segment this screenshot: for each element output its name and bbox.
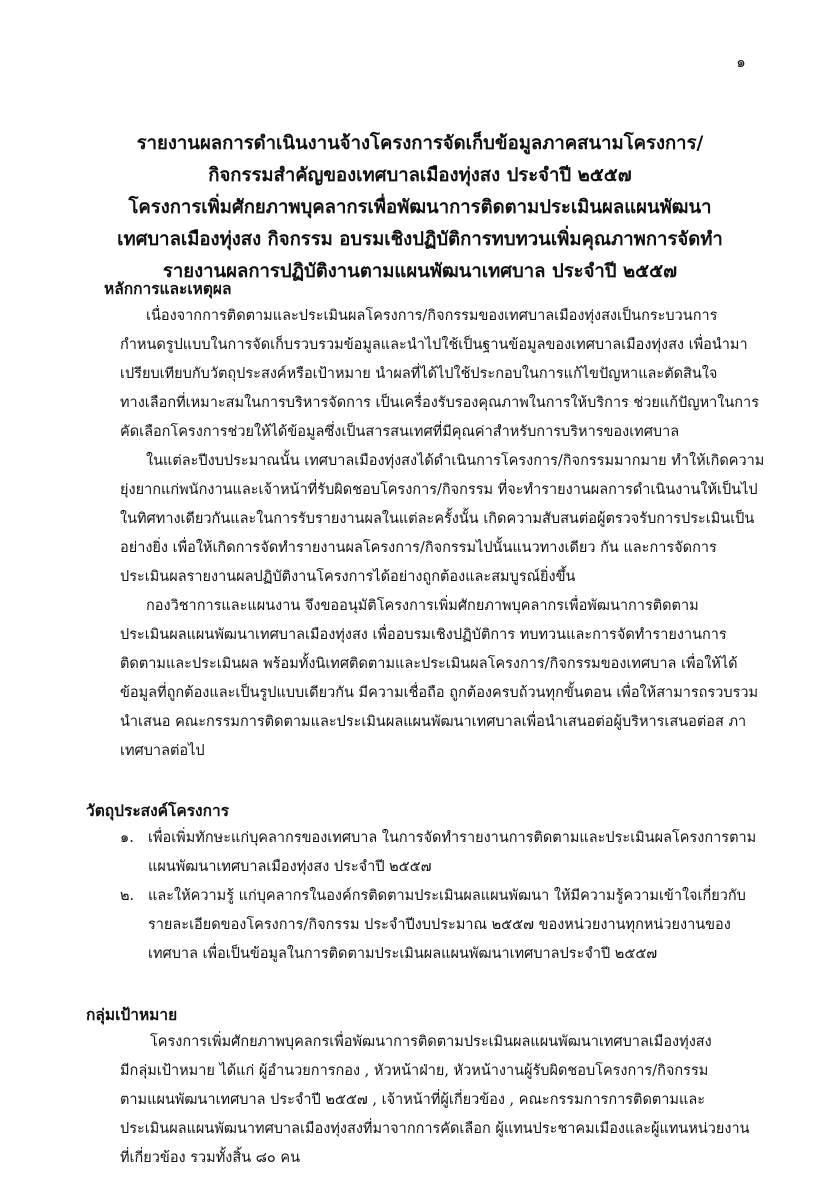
title-line: รายงานผลการปฏิบัติงานตามแผนพัฒนาเทศบาล ประจำปี ๒๕๕๗ [162, 261, 678, 282]
paragraph-line: ติดตามและประเมินผล พร้อมทั้งนิเทศติดตามและประเมินผลโครงการ/กิจกรรมของเทศบาล เพื่อให้ได้ [120, 656, 738, 672]
paragraph-line: ในทิศทางเดียวกันและในการรับรายงานผลในแต่ละครั้งนั้น เกิดความสับสนต่อผู้ตรวจรับการประเมินเป็น [120, 511, 755, 527]
section-heading-objectives: วัตถุประสงค์โครงการ [86, 801, 230, 820]
paragraph-line: เทศบาลต่อไป [120, 743, 205, 759]
objective-line: เทศบาล เพื่อเป็นข้อมูลในการติดตามประเมินผลแผนพัฒนาเทศบาลประจำปี ๒๕๕๗ [148, 946, 658, 962]
objective-line: และให้ความรู้ แก่บุคลากรในองค์กรติดตามประเมินผลแผนพัฒนา ให้มีความรู้ความเข้าใจเกี่ยวกับ [148, 888, 746, 904]
objective-line: แผนพัฒนาเทศบาลเมืองทุ่งสง ประจำปี ๒๕๕๗ [148, 859, 432, 875]
paragraph-line: ยุ่งยากแก่พนักงานและเจ้าหน้าที่รับผิดชอบโครงการ/กิจกรรม ที่จะทำรายงานผลการดำเนินงานให้เป็นไป [120, 482, 758, 498]
paragraph-line: ประเมินผลรายงานผลปฏิบัติงานโครงการได้อย่างถูกต้องและสมบูรณ์ยิ่งขึ้น [120, 569, 576, 585]
paragraph-line: เนื่องจากการติดตามและประเมินผลโครงการ/กิจกรรมของเทศบาลเมืองทุ่งสงเป็นกระบวนการ [146, 308, 718, 324]
paragraph-line: อย่างยิ่ง เพื่อให้เกิดการจัดทำรายงานผลโครงการ/กิจกรรมไปนั้นแนวทางเดียว กัน และการจัดการ [120, 540, 717, 556]
paragraph-line: ในแต่ละปีงบประมาณนั้น เทศบาลเมืองทุ่งสงได้ดำเนินการโครงการ/กิจกรรมมากมาย ทำให้เกิดความ [146, 453, 765, 469]
section-heading-target: กลุ่มเป้าหมาย [86, 1005, 178, 1024]
section-heading-principles: หลักการและเหตุผล [104, 279, 232, 298]
paragraph-line: มีกลุ่มเป้าหมาย ได้แก่ ผู้อำนวยการกอง , หัวหน้าฝ่าย, หัวหน้างานผู้รับผิดชอบโครงการ/กิจกรรม [120, 1063, 709, 1079]
objective-line: รายละเอียดของโครงการ/กิจกรรม ประจำปีงบประมาณ ๒๕๕๗ ของหน่วยงานทุกหน่วยงานของ [148, 917, 731, 933]
paragraph-line: ที่เกี่ยวข้อง รวมทั้งสิ้น ๘๐ คน [120, 1150, 300, 1166]
paragraph-line: นำเสนอ คณะกรรมการติดตามและประเมินผลแผนพัฒนาเทศบาลเพื่อนำเสนอต่อผู้บริหารเสนอต่อส ภา [120, 714, 747, 730]
paragraph-line: กองวิชาการและแผนงาน จึงขออนุมัติโครงการเพิ่มศักยภาพบุคลากรเพื่อพัฒนาการติดตาม [146, 598, 699, 614]
title-line: รายงานผลการดำเนินงานจ้างโครงการจัดเก็บข้อมูลภาคสนามโครงการ/ [136, 133, 704, 154]
objective-number: ๑. [120, 830, 134, 846]
objective-number: ๒. [120, 888, 135, 904]
paragraph-line: ทางเลือกที่เหมาะสมในการบริหารจัดการ เป็นเครื่องรับรองคุณภาพในการให้บริการ ช่วยแก้ปัญหาในการ [120, 395, 759, 411]
paragraph-line: ตามแผนพัฒนาเทศบาล ประจำปี ๒๕๕๗ , เจ้าหน้าที่ผู้เกี่ยวข้อง , คณะกรรมการการติดตามและ [120, 1092, 706, 1108]
paragraph-line: ข้อมูลที่ถูกต้องและเป็นรูปแบบเดียวกัน มีความเชื่อถือ ถูกต้องครบถ้วนทุกขั้นตอน เพื่อให้สามารถรวบรวม [120, 685, 759, 701]
paragraph-line: โครงการเพิ่มศักยภาพบุคลกรเพื่อพัฒนาการติดตามประเมินผลแผนพัฒนาเทศบาลเมืองทุ่งสง [150, 1034, 712, 1050]
paragraph-line: คัดเลือกโครงการช่วยให้ได้ข้อมูลซึ่งเป็นสารสนเทศที่มีคุณค่าสำหรับการบริหารของเทศบาล [120, 424, 680, 440]
paragraph-line: ประเมินผลแผนพัฒนาทศบาลเมืองทุ่งสงที่มาจากการคัดเลือก ผู้แทนประชาคมเมืองและผู้แทนหน่วยงาน [120, 1121, 750, 1137]
paragraph-line: ประเมินผลแผนพัฒนาเทศบาลเมืองทุ่งสง เพื่ออบรมเชิงปฏิบัติการ ทบทวนและการจัดทำรายงานการ [120, 627, 727, 643]
title-line: กิจกรรมสำคัญของเทศบาลเมืองทุ่งสง ประจำปี ๒๕๕๗ [208, 165, 632, 186]
paragraph-line: กำหนดรูปแบบในการจัดเก็บรวบรวมข้อมูลและนำไปใช้เป็นฐานข้อมูลของเทศบาลเมืองทุ่งสง เพื่อนำมา [120, 337, 748, 353]
title-line: โครงการเพิ่มศักยภาพบุคลากรเพื่อพัฒนาการติดตามประเมินผลแผนพัฒนา [128, 197, 712, 218]
title-line: เทศบาลเมืองทุ่งสง กิจกรรม อบรมเชิงปฏิบัติการทบทวนเพิ่มคุณภาพการจัดทำ [117, 229, 723, 250]
page-number: ๑ [736, 53, 746, 71]
document-title [100, 128, 740, 288]
paragraph-line: เปรียบเทียบกับวัตถุประสงค์หรือเป้าหมาย นำผลที่ได้ไปใช้ประกอบในการแก้ไขปัญหาและตัดสินใจ [120, 366, 718, 382]
objective-line: เพื่อเพิ่มทักษะแก่บุคลากรของเทศบาล ในการจัดทำรายงานการติดตามและประเมินผลโครงการตาม [148, 830, 757, 846]
